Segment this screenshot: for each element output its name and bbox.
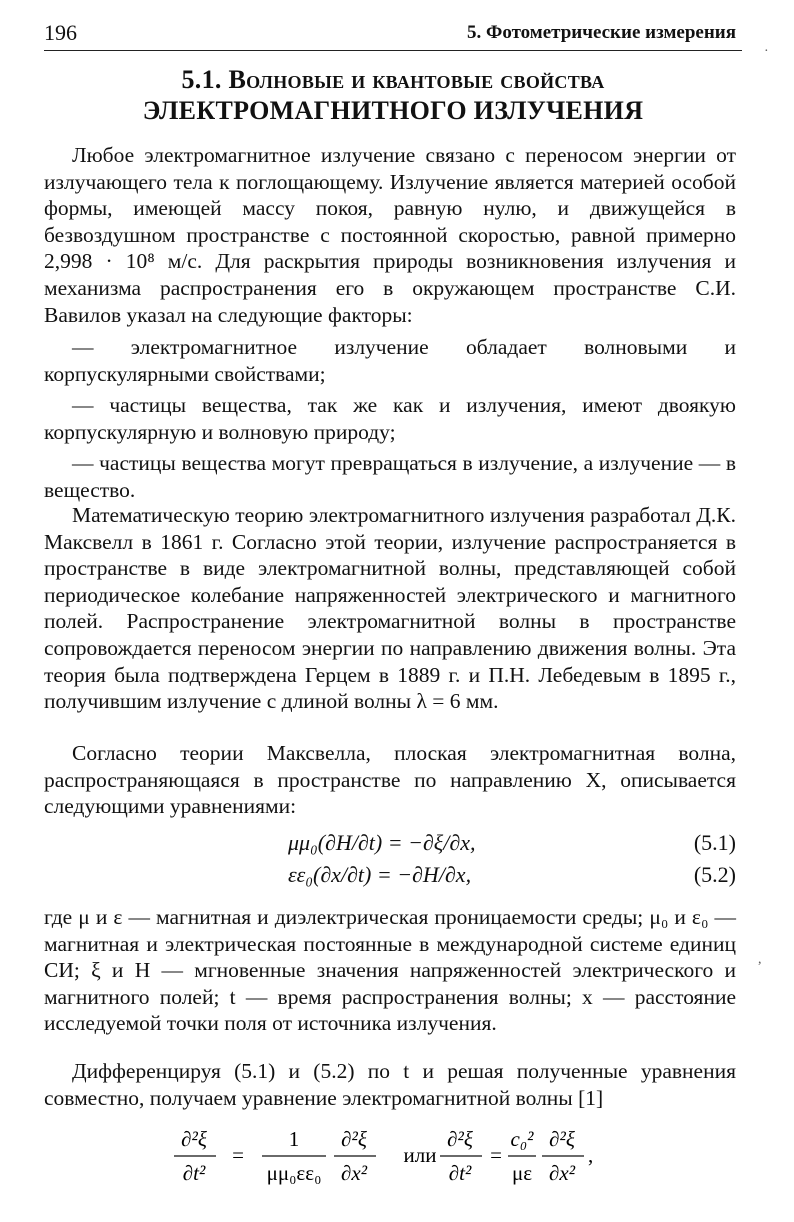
paragraph-text: Математическую теорию электромагнитного излучения разработал Д.К. Максвелл в 1861 г. Согласно этой теории, излучение распространяется в пространстве в виде электромагнитной волны, представляющей собой периодическое колебание напряженностей электрического и магнитного полей. Распространение электромагнитной волны в пространстве сопровождается переносом энергии по направлению движения волны. Эта теория была подтверждена Герцем в 1889 г. и П.Н. Лебедевым в 1895 г., получившим излучение с длиной волны λ = 6 мм.: [44, 503, 736, 714]
equation-5-1: [44, 830, 742, 858]
list-item: — частицы вещества могут превращаться в излучение, а излучение — в вещество.: [44, 451, 736, 502]
equation-5-2: [44, 862, 742, 890]
list-item: — электромагнитное излучение обладает волновыми и корпускулярными свойствами;: [44, 335, 736, 386]
equals-sign: =: [232, 1143, 244, 1167]
paragraph-text: Согласно теории Максвелла, плоская электромагнитная волна, распространяющаяся в пространстве по направлению X, описывается следующими уравнениями:: [44, 741, 736, 819]
trailing-comma: ,: [588, 1143, 594, 1167]
paragraph-text: Дифференцируя (5.1) и (5.2) по t и решая полученные уравнения совместно, получаем уравнение электромагнитной волны [1]: [44, 1059, 736, 1110]
section-title-line-2: ЭЛЕКТРОМАГНИТНОГО ИЗЛУЧЕНИЯ: [142, 96, 644, 125]
equation-number: (5.2): [693, 862, 736, 887]
paragraph-differentiation: [44, 1058, 736, 1111]
page-header: [44, 18, 742, 51]
fraction-denominator: ∂x²: [341, 1161, 367, 1185]
fraction-denominator: ∂t²: [448, 1161, 472, 1185]
fraction-denominator: ∂x²: [549, 1161, 575, 1185]
fraction-numerator: 1: [288, 1127, 300, 1151]
fraction-numerator: ∂²ξ: [549, 1127, 575, 1151]
running-title: 5. Фотометрические измерения: [467, 22, 736, 43]
paragraph-plane-wave: [44, 740, 736, 820]
fraction-denominator: μμ₀εε₀: [266, 1161, 322, 1185]
fraction-numerator: c₀²: [510, 1127, 534, 1151]
equals-sign: =: [490, 1143, 502, 1167]
section-title-line-1: 5.1. Волновые и квантовые свойства: [181, 65, 605, 94]
equation-number: (5.1): [693, 830, 736, 855]
scan-dot: ·: [764, 44, 769, 59]
or-word: или: [403, 1143, 437, 1167]
scan-mark: ,: [758, 952, 762, 967]
fraction-numerator: ∂²ξ: [447, 1127, 473, 1151]
paragraph-maxwell-theory: [44, 502, 736, 715]
paragraph-text: Любое электромагнитное излучение связано с переносом энергии от излучающего тела к поглощающему. Излучение является материей особой формы, имеющей массу покоя, равную нулю, и движущейся в безвоздушном пространстве с постоянной скоростью, равной примерно 2,998 · 10⁸ м/с. Для раскрытия природы возникновения излучения и механизма распространения его в окружающем пространстве С.И. Вавилов указал на следующие факторы:: [44, 143, 736, 327]
section-title: [44, 64, 742, 126]
paragraph-intro: [44, 142, 736, 328]
fraction-numerator: ∂²ξ: [341, 1127, 367, 1151]
paragraph-text: где μ и ε — магнитная и диэлектрическая проницаемости среды; μ₀ и ε₀ — магнитная и электрическая постоянные в международной системе единиц СИ; ξ и H — мгновенные значения напряженностей электрического и магнитного полей; t — время распространения волны; x — расстояние исследуемой точки поля от источника излучения.: [44, 905, 736, 1036]
list-item: — частицы вещества, так же как и излучения, имеют двоякую корпускулярную и волновую природу;: [44, 393, 736, 444]
fraction-numerator: ∂²ξ: [181, 1127, 207, 1151]
fraction-denominator: με: [511, 1161, 533, 1185]
paragraph-definitions: [44, 904, 736, 1037]
factor-list: [44, 334, 736, 509]
equation-expression: εε₀(∂x/∂t) = −∂H/∂x,: [288, 862, 472, 887]
page-number: 196: [44, 20, 77, 45]
fraction-denominator: ∂t²: [182, 1161, 206, 1185]
wave-equation: [0, 1118, 794, 1208]
equation-expression: μμ₀(∂H/∂t) = −∂ξ/∂x,: [288, 830, 476, 855]
